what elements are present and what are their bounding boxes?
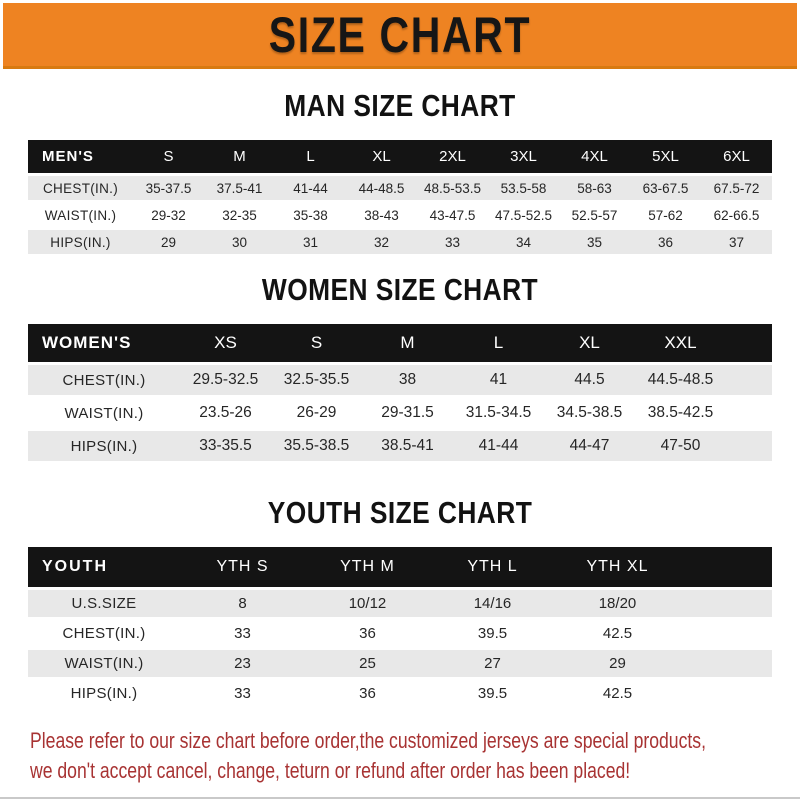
cell: 53.5-58 bbox=[488, 176, 559, 200]
row-label: WAIST(IN.) bbox=[28, 398, 180, 428]
table-row-hips bbox=[28, 230, 772, 254]
cell: 62-66.5 bbox=[701, 203, 772, 227]
cell: 44.5 bbox=[544, 365, 635, 395]
spacer-cell bbox=[726, 431, 772, 461]
cell: 35-37.5 bbox=[133, 176, 204, 200]
mens-table-header-row bbox=[28, 140, 772, 173]
row-label: HIPS(IN.) bbox=[28, 431, 180, 461]
cell: 14/16 bbox=[430, 590, 555, 617]
youth-size-table bbox=[28, 544, 772, 710]
cell: 36 bbox=[305, 620, 430, 647]
table-row-waist bbox=[28, 650, 772, 677]
cell: 67.5-72 bbox=[701, 176, 772, 200]
spacer-cell bbox=[726, 398, 772, 428]
row-label: CHEST(IN.) bbox=[28, 365, 180, 395]
cell: 48.5-53.5 bbox=[417, 176, 488, 200]
cell: 34 bbox=[488, 230, 559, 254]
column-header: 5XL bbox=[630, 140, 701, 173]
mens-table-title-cell: MEN'S bbox=[28, 140, 133, 173]
cell: 35-38 bbox=[275, 203, 346, 227]
row-label: U.S.SIZE bbox=[28, 590, 180, 617]
spacer-cell bbox=[680, 620, 772, 647]
column-header: 3XL bbox=[488, 140, 559, 173]
cell: 18/20 bbox=[555, 590, 680, 617]
table-row-hips bbox=[28, 680, 772, 707]
cell: 38.5-41 bbox=[362, 431, 453, 461]
cell: 29-32 bbox=[133, 203, 204, 227]
disclaimer-line-2: we don't accept cancel, change, teturn or refund after order has been placed! bbox=[30, 758, 631, 783]
cell: 31 bbox=[275, 230, 346, 254]
disclaimer-line-1: Please refer to our size chart before order,the customized jerseys are special products, bbox=[30, 728, 706, 753]
cell: 34.5-38.5 bbox=[544, 398, 635, 428]
table-row-ussize bbox=[28, 590, 772, 617]
cell: 30 bbox=[204, 230, 275, 254]
cell: 33 bbox=[180, 680, 305, 707]
cell: 41-44 bbox=[453, 431, 544, 461]
column-header: XS bbox=[180, 324, 271, 362]
cell: 35 bbox=[559, 230, 630, 254]
column-header: S bbox=[133, 140, 204, 173]
womens-size-table bbox=[28, 321, 772, 464]
youth-size-chart-heading: YOUTH SIZE CHART bbox=[267, 495, 533, 530]
cell: 38-43 bbox=[346, 203, 417, 227]
cell: 41-44 bbox=[275, 176, 346, 200]
column-header: XL bbox=[346, 140, 417, 173]
column-header: YTH L bbox=[430, 547, 555, 587]
cell: 39.5 bbox=[430, 620, 555, 647]
row-label: CHEST(IN.) bbox=[28, 620, 180, 647]
cell: 32-35 bbox=[204, 203, 275, 227]
column-header: 4XL bbox=[559, 140, 630, 173]
womens-table-header-row bbox=[28, 324, 772, 362]
order-disclaimer bbox=[30, 726, 800, 786]
column-header: L bbox=[275, 140, 346, 173]
cell: 29.5-32.5 bbox=[180, 365, 271, 395]
youth-table-title-cell: YOUTH bbox=[28, 547, 180, 587]
row-label: HIPS(IN.) bbox=[28, 230, 133, 254]
cell: 29 bbox=[555, 650, 680, 677]
womens-table-title-cell: WOMEN'S bbox=[28, 324, 180, 362]
cell: 35.5-38.5 bbox=[271, 431, 362, 461]
cell: 37 bbox=[701, 230, 772, 254]
cell: 8 bbox=[180, 590, 305, 617]
banner-title: SIZE CHART bbox=[268, 6, 532, 63]
table-row-hips bbox=[28, 431, 772, 461]
cell: 43-47.5 bbox=[417, 203, 488, 227]
cell: 27 bbox=[430, 650, 555, 677]
cell: 37.5-41 bbox=[204, 176, 275, 200]
cell: 39.5 bbox=[430, 680, 555, 707]
man-size-chart-heading: MAN SIZE CHART bbox=[284, 88, 516, 123]
cell: 33 bbox=[180, 620, 305, 647]
cell: 32.5-35.5 bbox=[271, 365, 362, 395]
cell: 57-62 bbox=[630, 203, 701, 227]
row-label: WAIST(IN.) bbox=[28, 650, 180, 677]
column-header: M bbox=[362, 324, 453, 362]
column-header: M bbox=[204, 140, 275, 173]
spacer-cell bbox=[726, 365, 772, 395]
cell: 41 bbox=[453, 365, 544, 395]
cell: 32 bbox=[346, 230, 417, 254]
table-row-chest bbox=[28, 620, 772, 647]
column-header: 2XL bbox=[417, 140, 488, 173]
cell: 38 bbox=[362, 365, 453, 395]
column-header: XXL bbox=[635, 324, 726, 362]
spacer-cell bbox=[726, 324, 772, 362]
table-row-waist bbox=[28, 203, 772, 227]
row-label: HIPS(IN.) bbox=[28, 680, 180, 707]
cell: 29-31.5 bbox=[362, 398, 453, 428]
cell: 44.5-48.5 bbox=[635, 365, 726, 395]
cell: 23.5-26 bbox=[180, 398, 271, 428]
column-header: YTH M bbox=[305, 547, 430, 587]
cell: 42.5 bbox=[555, 620, 680, 647]
cell: 47-50 bbox=[635, 431, 726, 461]
cell: 63-67.5 bbox=[630, 176, 701, 200]
row-label: CHEST(IN.) bbox=[28, 176, 133, 200]
spacer-cell bbox=[680, 680, 772, 707]
cell: 36 bbox=[305, 680, 430, 707]
row-label: WAIST(IN.) bbox=[28, 203, 133, 227]
cell: 10/12 bbox=[305, 590, 430, 617]
column-header: S bbox=[271, 324, 362, 362]
cell: 44-48.5 bbox=[346, 176, 417, 200]
cell: 38.5-42.5 bbox=[635, 398, 726, 428]
spacer-cell bbox=[680, 650, 772, 677]
column-header: YTH XL bbox=[555, 547, 680, 587]
column-header: L bbox=[453, 324, 544, 362]
cell: 47.5-52.5 bbox=[488, 203, 559, 227]
women-size-chart-heading: WOMEN SIZE CHART bbox=[261, 272, 539, 307]
mens-size-table bbox=[28, 137, 772, 257]
cell: 33-35.5 bbox=[180, 431, 271, 461]
table-row-waist bbox=[28, 398, 772, 428]
cell: 23 bbox=[180, 650, 305, 677]
cell: 33 bbox=[417, 230, 488, 254]
cell: 25 bbox=[305, 650, 430, 677]
cell: 44-47 bbox=[544, 431, 635, 461]
bottom-divider bbox=[0, 797, 800, 799]
cell: 58-63 bbox=[559, 176, 630, 200]
youth-table-header-row bbox=[28, 547, 772, 587]
spacer-cell bbox=[680, 590, 772, 617]
cell: 29 bbox=[133, 230, 204, 254]
cell: 42.5 bbox=[555, 680, 680, 707]
cell: 31.5-34.5 bbox=[453, 398, 544, 428]
size-chart-banner bbox=[3, 3, 797, 69]
cell: 52.5-57 bbox=[559, 203, 630, 227]
table-row-chest bbox=[28, 176, 772, 200]
table-row-chest bbox=[28, 365, 772, 395]
column-header: YTH S bbox=[180, 547, 305, 587]
spacer-cell bbox=[680, 547, 772, 587]
cell: 26-29 bbox=[271, 398, 362, 428]
column-header: XL bbox=[544, 324, 635, 362]
column-header: 6XL bbox=[701, 140, 772, 173]
cell: 36 bbox=[630, 230, 701, 254]
